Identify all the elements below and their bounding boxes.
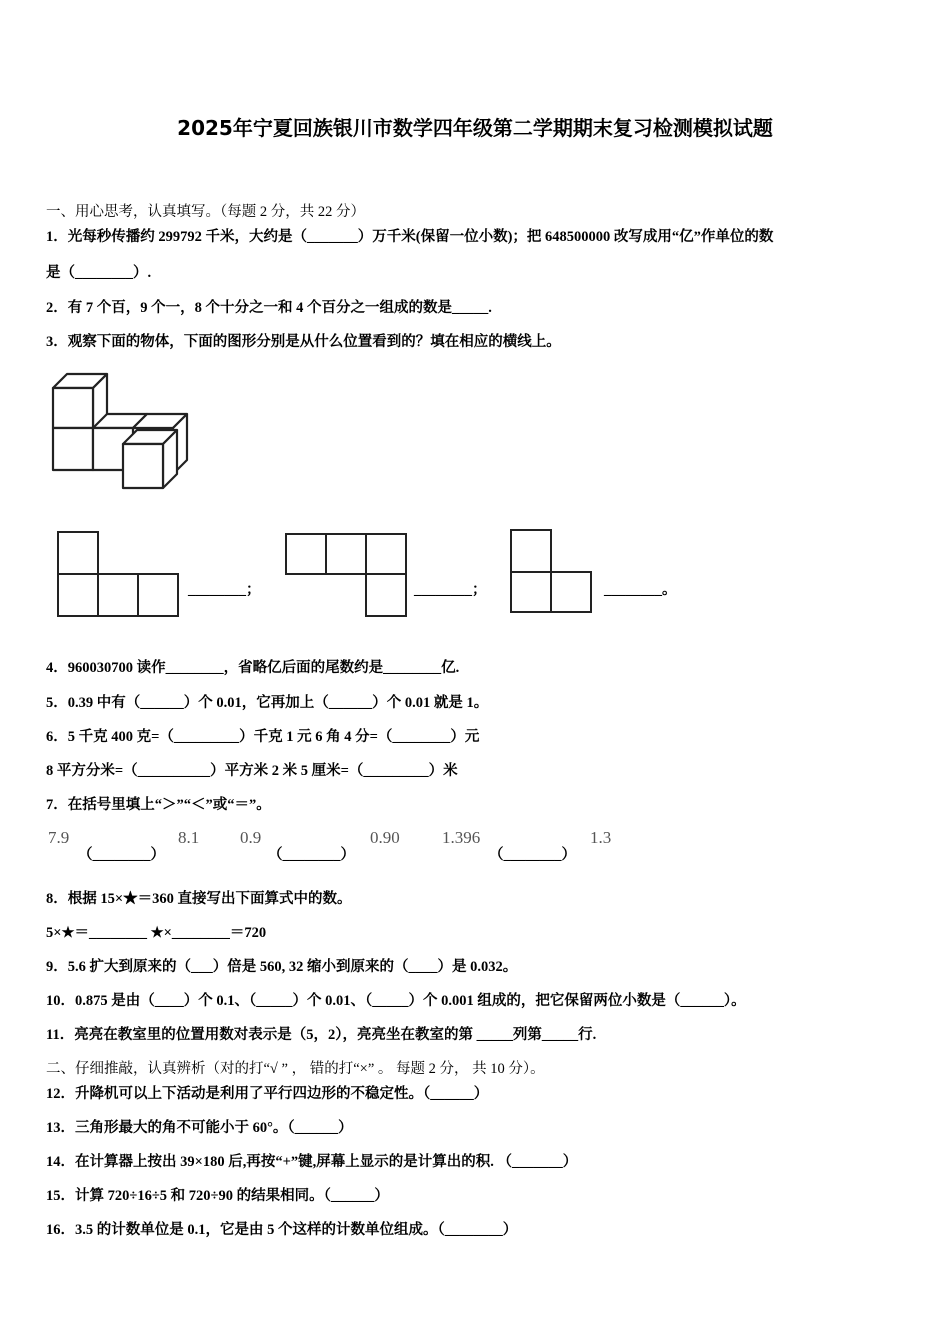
compare-left-1: 7.9 (48, 828, 70, 847)
compare-right-3: 1.3 (590, 828, 612, 847)
compare-left-3: 1.396 (442, 828, 481, 847)
question-5: 5．0.39 中有（______）个 0.01，它再加上（______）个 0.01 就是 1。 (46, 695, 489, 711)
question-12: 12．升降机可以上下活动是利用了平行四边形的不稳定性。（______） (46, 1086, 489, 1102)
compare-right-2: 0.90 (370, 828, 400, 847)
question-8: 8．根据 15×★＝360 直接写出下面算式中的数。 (46, 891, 352, 907)
compare-blank-2[interactable]: （________） (268, 847, 355, 863)
question-1-line-2: 是（________）. (46, 265, 152, 281)
section-1-heading: 一、用心思考，认真填写。（每题 2 分，共 22 分） (46, 204, 365, 220)
question-16: 16．3.5 的计数单位是 0.1，它是由 5 个这样的计数单位组成。（________） (46, 1222, 518, 1238)
compare-blank-1[interactable]: （________） (78, 847, 165, 863)
question-15: 15．计算 720÷16÷5 和 720÷90 的结果相同。（______） (46, 1188, 389, 1204)
view-answer-blank-3[interactable]: ________。 (604, 582, 677, 598)
section-2-heading: 二、仔细推敲，认真辨析（对的打“√ ” ， 错的打“×” 。 每题 2 分， 共 10 分）。 (46, 1061, 545, 1077)
question-4: 4．960030700 读作________，省略亿后面的尾数约是________亿. (46, 660, 460, 676)
view-answer-blank-1[interactable]: ________； (188, 582, 261, 598)
view-figure-2 (284, 532, 412, 620)
compare-blank-3[interactable]: （________） (489, 847, 576, 863)
exam-title: 2025年宁夏回族银川市数学四年级第二学期期末复习检测模拟试题 (177, 116, 773, 140)
question-9: 9．5.6 扩大到原来的（___）倍是 560, 32 缩小到原来的（____）是 0.032。 (46, 959, 518, 975)
question-10: 10．0.875 是由（____）个 0.1、（_____）个 0.01、（_____）个 0.001 组成的，把它保留两位小数是（______）。 (46, 993, 746, 1009)
question-7: 7．在括号里填上“＞”“＜”或“＝”。 (46, 797, 271, 813)
compare-right-1: 8.1 (178, 828, 200, 847)
question-6-line-2: 8 平方分米=（__________）平方米 2 米 5 厘米=（_________）米 (46, 763, 458, 779)
question-8-equations: 5×★＝________ ★×________＝720 (46, 925, 267, 941)
question-14: 14．在计算器上按出 39×180 后,再按“+”键,屏幕上显示的是计算出的积. （_______） (46, 1154, 578, 1170)
view-figure-1 (56, 530, 184, 618)
question-6-line-1: 6．5 千克 400 克=（_________）千克 1 元 6 角 4 分=（________）元 (46, 729, 480, 745)
view-answer-blank-2[interactable]: ________； (414, 582, 487, 598)
cube-stack-figure (45, 370, 200, 490)
question-1-line-1: 1．光每秒传播约 299792 千米，大约是（_______）万千米(保留一位小数)；把 648500000 改写成用“亿”作单位的数 (46, 229, 774, 245)
view-figure-3 (509, 528, 597, 616)
question-13: 13．三角形最大的角不可能小于 60°。（______） (46, 1120, 353, 1136)
compare-left-2: 0.9 (240, 828, 262, 847)
question-3: 3．观察下面的物体，下面的图形分别是从什么位置看到的？填在相应的横线上。 (46, 334, 561, 350)
question-11: 11．亮亮在教室里的位置用数对表示是（5，2），亮亮坐在教室的第 _____列第_____行. (46, 1027, 597, 1043)
question-2: 2．有 7 个百，9 个一，8 个十分之一和 4 个百分之一组成的数是_____. (46, 300, 492, 316)
